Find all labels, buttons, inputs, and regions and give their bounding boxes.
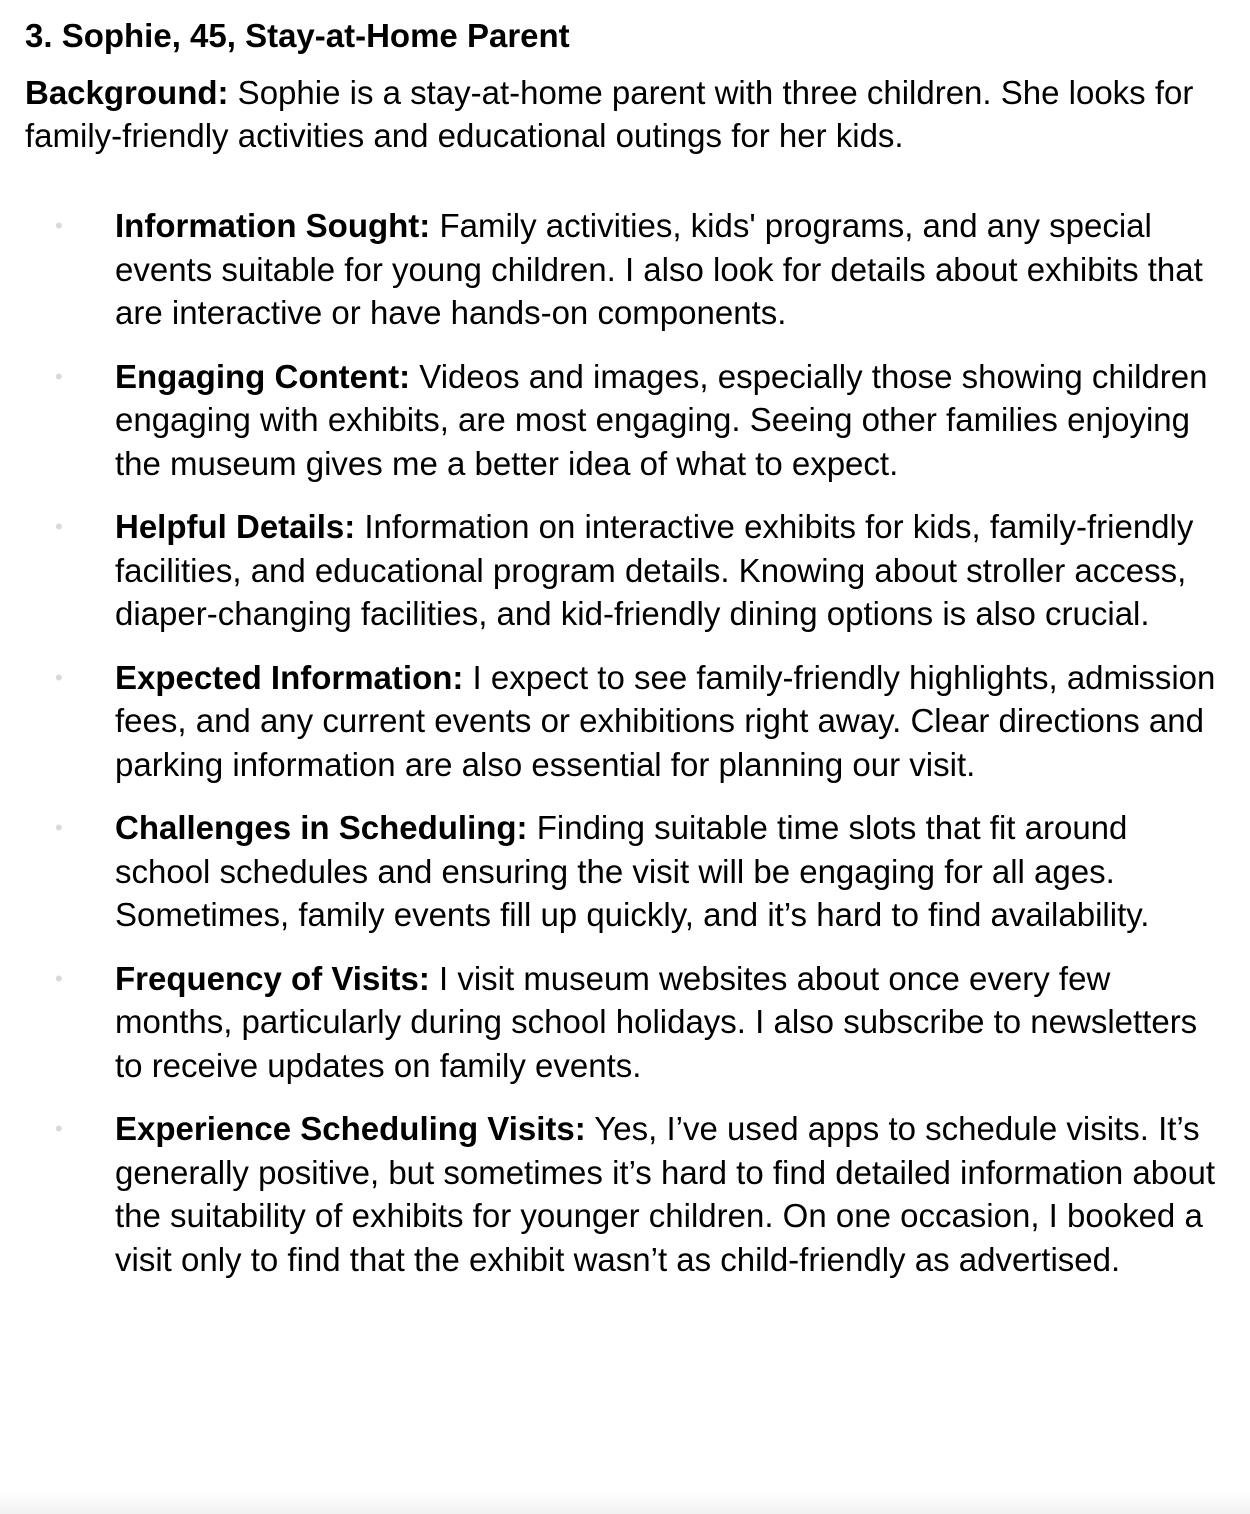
item-label: Expected Information: bbox=[115, 658, 464, 696]
item-label: Information Sought: bbox=[115, 207, 431, 244]
item-label: Engaging Content: bbox=[115, 357, 411, 395]
list-item-engaging-content bbox=[25, 355, 1225, 486]
bullet-icon: • bbox=[55, 213, 63, 238]
persona-title: 3. Sophie, 45, Stay-at-Home Parent bbox=[25, 17, 570, 54]
background-paragraph bbox=[25, 71, 1225, 157]
item-text: Videos and images, especially those showing children engaging with exhibits, are most engaging. Seeing other families enjoying the museum gives me a better idea of what to expect. bbox=[115, 357, 1208, 482]
item-text: Finding suitable time slots that fit around school schedules and ensuring the visit will be engaging for all ages. Sometimes, family events fill up quickly, and it’s hard to find availability. bbox=[115, 809, 1150, 933]
item-text: I visit museum websites about once every few months, particularly during school holidays. I also subscribe to newsletters to receive updates on family events. bbox=[115, 959, 1198, 1084]
list-item-expected-information bbox=[25, 656, 1225, 787]
item-label: Experience Scheduling Visits: bbox=[115, 1110, 586, 1147]
details-list bbox=[25, 204, 1225, 1281]
bullet-icon: • bbox=[55, 363, 63, 389]
bullet-icon: • bbox=[55, 815, 63, 840]
item-text: I expect to see family-friendly highlights, admission fees, and any current events or exhibitions right away. Clear directions and parking information are also essential for planning our visit. bbox=[115, 658, 1216, 783]
list-item-experience-scheduling-visits bbox=[25, 1107, 1225, 1281]
item-label: Frequency of Visits: bbox=[115, 959, 430, 997]
persona-section bbox=[25, 14, 1225, 1301]
background-text: Sophie is a stay-at-home parent with three children. She looks for family-friendly activities and educational outings for her kids. bbox=[25, 74, 1194, 154]
bottom-edge-shadow bbox=[0, 1492, 1250, 1514]
list-item-information-sought bbox=[25, 204, 1225, 335]
item-label: Challenges in Scheduling: bbox=[115, 809, 528, 846]
bullet-icon: • bbox=[55, 965, 63, 991]
bullet-icon: • bbox=[55, 514, 63, 539]
item-text: Family activities, kids' programs, and any special events suitable for young children. I also look for details about exhibits that are interactive or have hands-on components. bbox=[115, 207, 1203, 331]
bullet-icon: • bbox=[55, 664, 63, 690]
background-label: Background: bbox=[25, 74, 229, 111]
list-item-helpful-details bbox=[25, 505, 1225, 636]
list-item-frequency-of-visits bbox=[25, 957, 1225, 1088]
bullet-icon: • bbox=[55, 1116, 63, 1141]
item-text: Information on interactive exhibits for kids, family-friendly facilities, and educational program details. Knowing about stroller access, diaper-changing facilities, and kid-friendly dining options is also crucial. bbox=[115, 508, 1194, 632]
item-text: Yes, I’ve used apps to schedule visits. It’s generally positive, but sometimes it’s hard to find detailed information about the suitability of exhibits for younger children. On one occasion, I booked a visit only to find that the exhibit wasn’t as child-friendly as advertised. bbox=[115, 1110, 1216, 1278]
item-label: Helpful Details: bbox=[115, 508, 356, 545]
list-item-challenges-in-scheduling bbox=[25, 806, 1225, 937]
